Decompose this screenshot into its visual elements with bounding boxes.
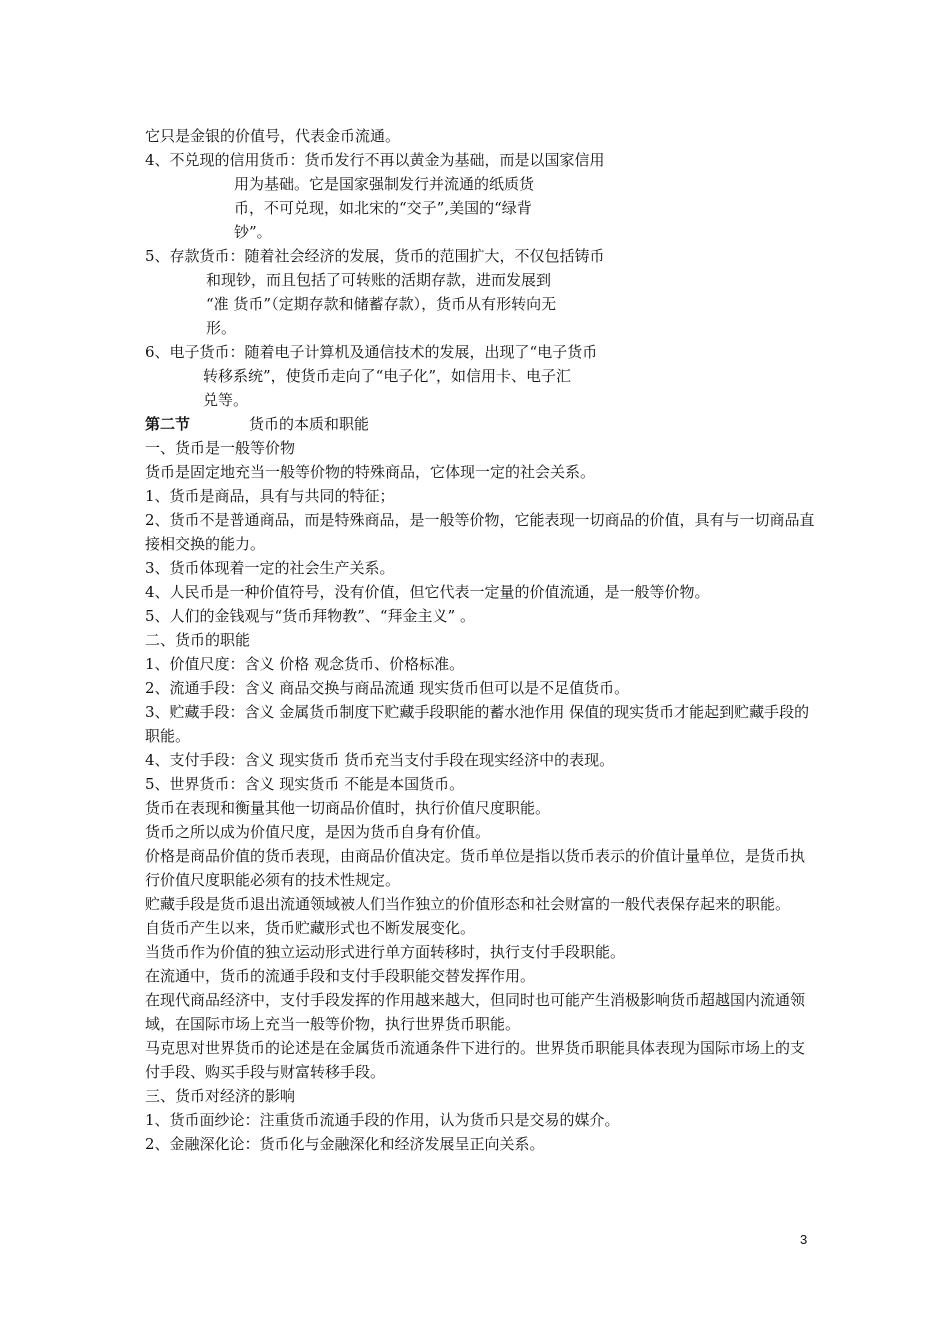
paragraph: 贮藏手段是货币退出流通领域被人们当作独立的价值形态和社会财富的一般代表保存起来的职能。 (145, 895, 791, 913)
text-line: “准 货币”（定期存款和储蓄存款），货币从有形转向无 (206, 295, 557, 313)
paragraph: 马克思对世界货币的论述是在金属货币流通条件下进行的。世界货币职能具体表现为国际市场上的支付手段、购买手段与财富转移手段。 (145, 1039, 806, 1081)
list-item: 3、贮藏手段：含义 金属货币制度下贮藏手段职能的蓄水池作用 保值的现实货币才能起到贮藏手段的职能。 (145, 703, 810, 745)
text-line: 币，不可兑现，如北宋的“交子”,美国的“绿背 (234, 199, 532, 217)
section-label: 第二节 (145, 415, 191, 433)
text-line: 和现钞，而且包括了可转账的活期存款，进而发展到 (206, 271, 552, 289)
paragraph: 自货币产生以来，货币贮藏形式也不断发展变化。 (145, 919, 476, 937)
list-item: 4、支付手段：含义 现实货币 货币充当支付手段在现实经济中的表现。 (145, 751, 615, 769)
list-item: 2、金融深化论：货币化与金融深化和经济发展呈正向关系。 (145, 1135, 545, 1153)
text-line: 兑等。 (203, 391, 249, 409)
text-line: 用为基础。它是国家强制发行并流通的纸质货 (234, 175, 535, 193)
paragraph: 在流通中，货币的流通手段和支付手段职能交替发挥作用。 (145, 967, 536, 985)
paragraph: 货币在表现和衡量其他一切商品价值时，执行价值尺度职能。 (145, 799, 551, 817)
text-line: 转移系统”，使货币走向了“电子化”，如信用卡、电子汇 (203, 367, 572, 385)
paragraph: 在现代商品经济中，支付手段发挥的作用越来越大，但同时也可能产生消极影响货币超越国内流通领域，在国际市场上充当一般等价物，执行世界货币职能。 (145, 991, 806, 1033)
page-content (145, 124, 815, 1156)
text-line: 钞”。 (234, 223, 272, 241)
paragraph: 价格是商品价值的货币表现，由商品价值决定。货币单位是指以货币表示的价值计量单位，是货币执行价值尺度职能必须有的技术性规定。 (145, 847, 806, 889)
subheading: 二、货币的职能 (145, 631, 251, 649)
text-line: 它只是金银的价值号，代表金币流通。 (145, 127, 401, 145)
subheading: 一、货币是一般等价物 (145, 439, 296, 457)
list-item: 5、世界货币：含义 现实货币 不能是本国货币。 (145, 775, 465, 793)
section-title: 货币的本质和职能 (249, 415, 370, 433)
paragraph: 货币之所以成为价值尺度，是因为货币自身有价值。 (145, 823, 491, 841)
list-item: 1、货币面纱论：注重货币流通手段的作用，认为货币只是交易的媒介。 (145, 1111, 620, 1129)
page-number: 3 (800, 1232, 808, 1247)
subheading: 三、货币对经济的影响 (145, 1087, 296, 1105)
list-item: 4、人民币是一种价值符号，没有价值，但它代表一定量的价值流通，是一般等价物。 (145, 583, 710, 601)
list-item: 1、价值尺度：含义 价格 观念货币、价格标准。 (145, 655, 465, 673)
list-item: 2、流通手段：含义 商品交换与商品流通 现实货币但可以是不足值货币。 (145, 679, 630, 697)
text-line: 4、不兑现的信用货币：货币发行不再以黄金为基础，而是以国家信用 (145, 151, 605, 169)
list-item: 3、货币体现着一定的社会生产关系。 (145, 559, 395, 577)
paragraph: 当货币作为价值的独立运动形式进行单方面转移时，执行支付手段职能。 (145, 943, 626, 961)
text-line: 形。 (206, 319, 237, 337)
paragraph: 货币是固定地充当一般等价物的特殊商品，它体现一定的社会关系。 (145, 463, 596, 481)
text-line: 5、存款货币：随着社会经济的发展，货币的范围扩大，不仅包括铸币 (145, 247, 605, 265)
section-heading (145, 412, 815, 436)
text-line: 6、电子货币：随着电子计算机及通信技术的发展，出现了“电子货币 (145, 343, 598, 361)
list-item: 5、人们的金钱观与“货币拜物教”、“拜金主义” 。 (145, 607, 475, 625)
list-item: 1、货币是商品，具有与共同的特征； (145, 487, 395, 505)
list-item: 2、货币不是普通商品，而是特殊商品，是一般等价物，它能表现一切商品的价值，具有与一切商品直接相交换的能力。 (145, 511, 815, 553)
